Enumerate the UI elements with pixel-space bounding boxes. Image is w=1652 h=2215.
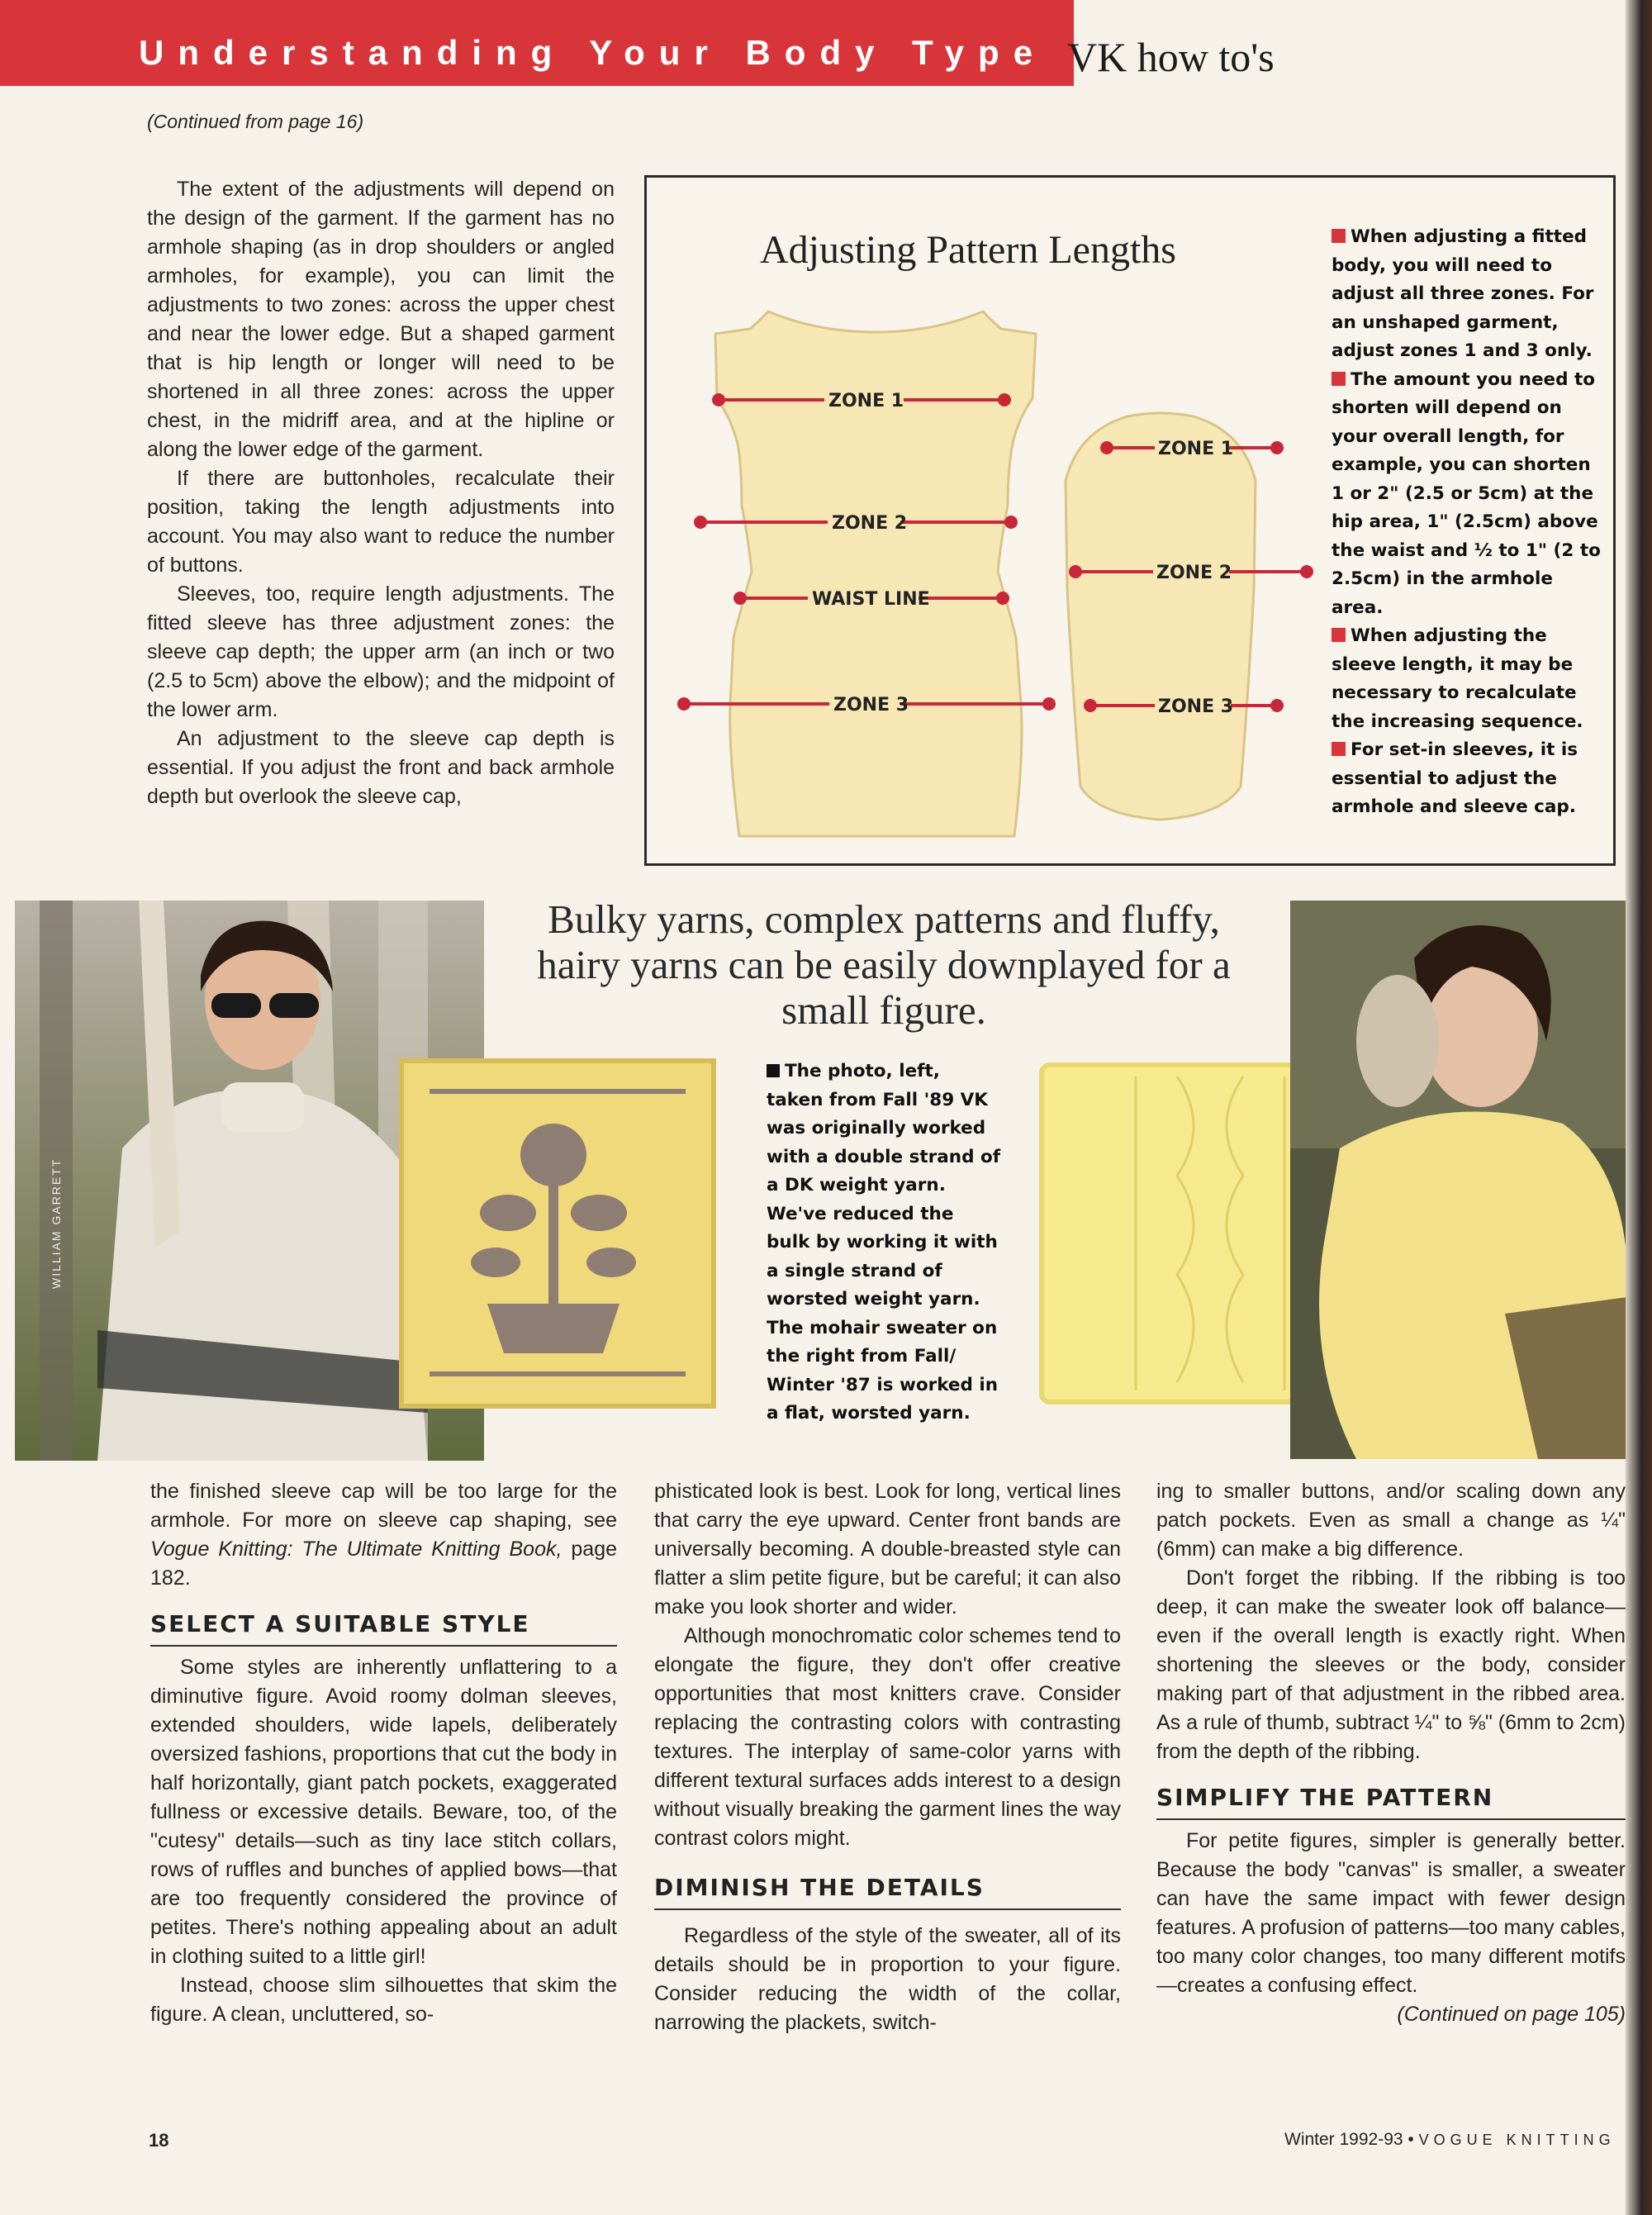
body-zone2-label: ZONE 2 bbox=[832, 513, 908, 534]
banner-title: Understanding Your Body Type bbox=[139, 33, 1047, 72]
figure-notes bbox=[1332, 223, 1604, 822]
note: For set-in sleeves, it is essential to adjust the armhole and sleeve cap. bbox=[1332, 739, 1578, 817]
note: When adjusting a fitted body, you will need to adjust all three zones. For an unshaped garment, adjust zones 1 and 3 only. bbox=[1332, 226, 1594, 361]
sleeve-zone2-label: ZONE 2 bbox=[1156, 563, 1232, 583]
note: When adjusting the sleeve length, it may be necessary to recalculate the increasing sequence. bbox=[1332, 625, 1583, 732]
red-square-bullet-icon bbox=[1332, 229, 1346, 243]
paragraph: An adjustment to the sleeve cap depth is essential. If you adjust the front and back armhole depth but overlook the sleeve cap, bbox=[147, 727, 615, 808]
book-title: Vogue Knitting: The Ultimate Knitting Book, bbox=[150, 1538, 563, 1561]
continued-from-note: (Continued from page 16) bbox=[147, 111, 364, 132]
intro-column bbox=[147, 175, 615, 811]
body-zone3-label: ZONE 3 bbox=[833, 695, 909, 715]
figure-title: Adjusting Pattern Lengths bbox=[760, 228, 1176, 272]
column-1 bbox=[150, 1477, 617, 2029]
sleeve-zone3-label: ZONE 3 bbox=[1158, 696, 1234, 717]
page-binding-edge bbox=[1626, 0, 1652, 2215]
red-square-bullet-icon bbox=[1332, 628, 1346, 642]
swatch-floral-intarsia bbox=[396, 1056, 719, 1411]
page-number: 18 bbox=[149, 2130, 169, 2151]
paragraph: ing to smaller buttons, and/or scaling down any patch pockets. Even as small a change as ¼" (6mm) can make a big difference. bbox=[1156, 1480, 1626, 1561]
column-2 bbox=[654, 1477, 1121, 2037]
section-heading-simplify-pattern: SIMPLIFY THE PATTERN bbox=[1156, 1783, 1626, 1820]
photo-mohair-sweater-woman bbox=[1290, 901, 1627, 1459]
square-bullet-icon bbox=[767, 1064, 780, 1077]
red-square-bullet-icon bbox=[1332, 742, 1346, 756]
section-heading-diminish-details: DIMINISH THE DETAILS bbox=[654, 1873, 1121, 1910]
magazine-name: VOGUE KNITTING bbox=[1418, 2132, 1616, 2148]
paragraph: Sleeves, too, require length adjustments. The fitted sleeve has three adjustment zones: the sleeve cap depth; the upper arm (an inch or two (2.5 to 5cm) above the elbow); and the midpoint of the lower arm. bbox=[147, 582, 615, 721]
paragraph: Regardless of the style of the sweater, all of its details should be in proportion to your figure. Consider reducing the width of the collar, narrowing the plackets, switch- bbox=[654, 1924, 1121, 2034]
paragraph: The extent of the adjustments will depend on the design of the garment. If the garment has no armhole shaping (as in drop shoulders or angled armholes, for example), you can limit the adjustments to two zones: across the upper chest and near the lower edge. But a shaped garment that is hip length or longer will need to be shortened in all three zones: across the upper chest, in the midriff area, and at the hipline or along the lower edge of the garment. bbox=[147, 178, 615, 461]
continued-to-note: (Continued on page 105) bbox=[1397, 2003, 1626, 2026]
paragraph: If there are buttonholes, recalculate their position, taking the length adjustments into account. You may also want to reduce the number of buttons. bbox=[147, 467, 615, 577]
red-square-bullet-icon bbox=[1332, 372, 1346, 386]
column-3 bbox=[1156, 1477, 1626, 2029]
paragraph: For petite figures, simpler is generally better. Because the body "canvas" is smaller, a sweater can have the same impact with fewer design features. A profusion of patterns—too many cables, too many color changes, too many different motifs—creates a confusing effect. bbox=[1156, 1829, 1626, 1997]
sleeve-zone1-label: ZONE 1 bbox=[1158, 439, 1234, 459]
paragraph: Although monochromatic color schemes tend to elongate the figure, they don't offer creative opportunities that most knitters crave. Consider replacing the contrasting colors with contrasting textures. The interplay of same-color yarns with different textural surfaces adds interest to a design without visually breaking the garment lines the way contrast colors might. bbox=[654, 1624, 1121, 1850]
paragraph: Instead, choose slim silhouettes that skim the figure. A clean, uncluttered, so- bbox=[150, 1974, 617, 2026]
sleeve-pattern-piece bbox=[1066, 413, 1256, 820]
waist-line-label: WAIST LINE bbox=[812, 589, 930, 610]
note: The amount you need to shorten will depend on your overall length, for example, you can shorten 1 or 2" (2.5 or 5cm) at the hip area, 1" (2.5cm) above the waist and ½ to 1" (2 to 2.5cm) in the armhole area. bbox=[1332, 368, 1601, 618]
section-tag: VK how to's bbox=[1067, 34, 1275, 80]
footer-issue: Winter 1992-93 • VOGUE KNITTING bbox=[1284, 2130, 1616, 2149]
photo-caption: The photo, left, taken from Fall '89 VK was originally worked with a double strand of a DK weight yarn. We've reduced the bulk by working it with a single strand of worsted weight yarn. The mohair sweater on the right from Fall/ Winter '87 is worked in a flat, worsted yarn. bbox=[767, 1061, 1001, 1424]
paragraph: phisticated look is best. Look for long, vertical lines that carry the eye upward. Center front bands are universally becoming. A double-breasted style can flatter a slim petite figure, but be careful; it can also make you look shorter and wider. bbox=[654, 1480, 1121, 1618]
pull-quote: Bulky yarns, complex patterns and fluffy, hairy yarns can be easily downplayed for a small figure. bbox=[537, 896, 1231, 1033]
body-zone1-label: ZONE 1 bbox=[828, 391, 904, 411]
paragraph: Some styles are inherently unflattering to a diminutive figure. Avoid roomy dolman sleeves, extended shoulders, wide lapels, deliberately oversized fashions, proportions that cut the body in half horizontally, giant patch pockets, exaggerated fullness or excessive details. Beware, too, of the "cutesy" details—such as tiny lace stitch collars, rows of ruffles and bunches of applied bows—that are too frequently considered the province of petites. There's nothing appealing about an adult in clothing suited to a little girl! bbox=[150, 1656, 617, 1968]
paragraph: the finished sleeve cap will be too large for the armhole. For more on sleeve cap shaping, see Vogue Knitting: The Ultimate Knitting Book, page 182. bbox=[150, 1480, 618, 1590]
paragraph: Don't forget the ribbing. If the ribbing is too deep, it can make the sweater look off balance—even if the overall length is exactly right. When shortening the sleeves or the body, consider making part of that adjustment in the ribbed area. As a rule of thumb, subtract ¼" to ⅝" (6mm to 2cm) from the depth of the ribbing. bbox=[1156, 1566, 1626, 1763]
photo-credit: WILLIAM GARRETT bbox=[50, 1157, 63, 1289]
section-heading-select-style: SELECT A SUITABLE STYLE bbox=[150, 1609, 617, 1647]
